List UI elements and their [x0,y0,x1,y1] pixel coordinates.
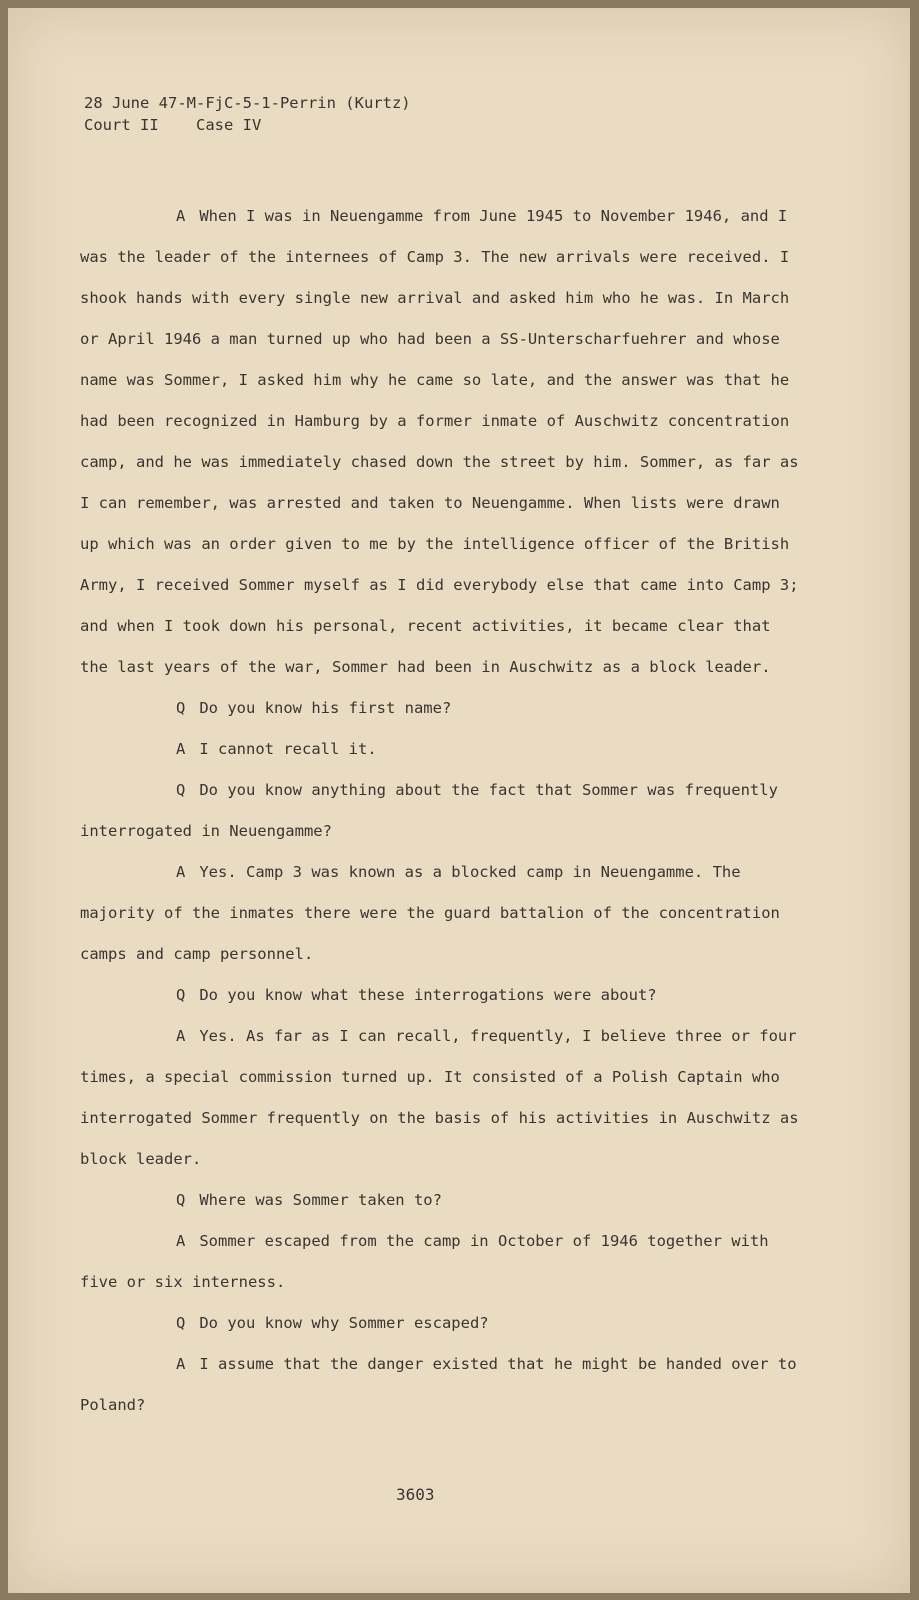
paragraph-text: I assume that the danger existed that he might be handed over to Poland? [80,1355,797,1414]
speaker-label: A [176,207,186,225]
transcript-paragraph [80,852,800,975]
transcript-paragraph [80,1180,800,1221]
paragraph-text: Where was Sommer taken to? [199,1191,442,1209]
speaker-label: A [176,863,186,881]
paragraph-text: Do you know his first name? [199,699,452,717]
transcript-paragraph [80,1344,800,1426]
paragraph-text: When I was in Neuengamme from June 1945 to November 1946, and I was the leader of the internees of Camp 3. The new arrivals were received. I shook hands with every single new arrival and asked him who he was. In March or April 1946 a man turned up who had been a SS-Unterscharfuehrer and whose name was Sommer, I asked him why he came so late, and the answer was that he had been recognized in Hamburg by a former inmate of Auschwitz concentration camp, and he was immediately chased down the street by him. Sommer, as far as I can remember, was arrested and taken to Neuengamme. When lists were drawn up which was an order given to me by the intelligence officer of the British Army, I received Sommer myself as I did everybody else that came into Camp 3; and when I took down his personal, recent activities, it became clear that the last years of the war, Sommer had been in Auschwitz as a block leader. [80,207,799,676]
transcript-paragraph [80,1016,800,1180]
transcript-body [80,196,800,1426]
speaker-label: Q [176,781,186,799]
transcript-paragraph [80,975,800,1016]
transcript-paragraph [80,688,800,729]
transcript-paragraph [80,729,800,770]
speaker-label: A [176,1355,186,1373]
header-court-case-line: Court II Case IV [84,116,262,134]
speaker-label: Q [176,986,186,1004]
transcript-paragraph [80,1221,800,1303]
page-number: 3603 [396,1485,435,1504]
speaker-label: A [176,1027,186,1045]
transcript-paragraph [80,770,800,852]
paragraph-text: I cannot recall it. [199,740,377,758]
document-page [8,8,910,1593]
header-reference-line: 28 June 47-M-FjC-5-1-Perrin (Kurtz) [84,94,411,112]
paragraph-text: Do you know anything about the fact that Sommer was frequently interrogated in Neuengamme? [80,781,778,840]
speaker-label: Q [176,1314,186,1332]
paragraph-text: Do you know why Sommer escaped? [199,1314,489,1332]
paragraph-text: Yes. Camp 3 was known as a blocked camp in Neuengamme. The majority of the inmates there were the guard battalion of the concentration camps and camp personnel. [80,863,780,963]
transcript-paragraph [80,196,800,688]
transcript-paragraph [80,1303,800,1344]
speaker-label: Q [176,1191,186,1209]
speaker-label: A [176,740,186,758]
paragraph-text: Do you know what these interrogations were about? [199,986,657,1004]
speaker-label: Q [176,699,186,717]
paragraph-text: Sommer escaped from the camp in October of 1946 together with five or six interness. [80,1232,769,1291]
speaker-label: A [176,1232,186,1250]
paragraph-text: Yes. As far as I can recall, frequently, I believe three or four times, a special commission turned up. It consisted of a Polish Captain who interrogated Sommer frequently on the basis of his activities in Auschwitz as block leader. [80,1027,799,1168]
document-header [84,92,411,136]
